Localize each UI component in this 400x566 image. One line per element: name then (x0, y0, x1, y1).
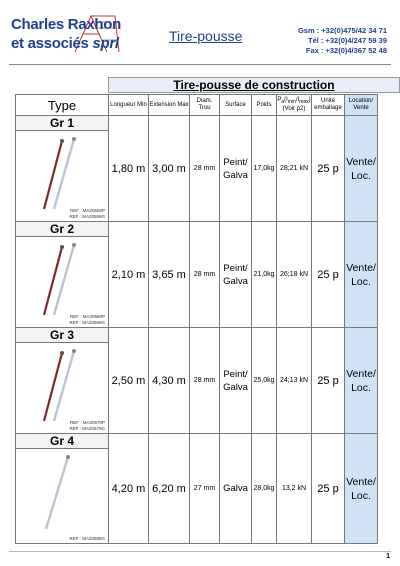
cell-poids: 17,0kg (252, 116, 277, 222)
company-name-line1: Charles Raxhon (11, 16, 121, 33)
cell-p: 24;13 kN (277, 328, 312, 434)
prop-pole-icon (38, 453, 78, 531)
group-label-row (16, 434, 378, 449)
cell-longueur: 4,20 m (109, 434, 149, 544)
product-ref: REF : MA20589G (69, 536, 105, 541)
group-label: Gr 2 (16, 222, 109, 237)
cell-p: 26;18 kN (277, 222, 312, 328)
group-label: Gr 3 (16, 328, 109, 343)
product-table (15, 94, 378, 544)
prop-pole-icon (38, 241, 78, 319)
cell-extension: 4,30 m (149, 328, 190, 434)
col-location: Location/ Vente (345, 95, 378, 116)
group-label-row (16, 116, 378, 131)
prop-pole-icon (38, 135, 78, 213)
col-diam: Diam. Trou (190, 95, 220, 116)
tel-number: Tél : +32(0)4/247 59 39 (307, 36, 387, 45)
cell-unite: 25 p (312, 222, 345, 328)
col-unite: Unité emballage (312, 95, 345, 116)
col-longueur: Longueur Min (109, 95, 149, 116)
col-type: Type (16, 95, 109, 116)
cell-p: 28;21 kN (277, 116, 312, 222)
cell-longueur: 1,80 m (109, 116, 149, 222)
product-image-cell (16, 449, 109, 544)
group-label: Gr 4 (16, 434, 109, 449)
product-sheet (15, 77, 383, 547)
col-surface: Surface (220, 95, 252, 116)
cell-extension: 3,65 m (149, 222, 190, 328)
group-label-row (16, 222, 378, 237)
col-poids: Poids (252, 95, 277, 116)
cell-poids: 28,0kg (252, 434, 277, 544)
header-divider (9, 64, 391, 65)
product-ref: REF : MA20570P REF : MA20579G (69, 420, 105, 431)
sheet-title: Tire-pousse de construction (108, 77, 400, 93)
cell-location: Vente/ Loc. (345, 116, 378, 222)
page-number: 1 (386, 553, 390, 560)
product-image-cell (16, 131, 109, 222)
cell-unite: 25 p (312, 434, 345, 544)
cell-p: 13,2 kN (277, 434, 312, 544)
cell-longueur: 2,50 m (109, 328, 149, 434)
cell-unite: 25 p (312, 328, 345, 434)
cell-unite: 25 p (312, 116, 345, 222)
product-image-cell (16, 237, 109, 328)
cell-surface: Galva (220, 434, 252, 544)
group-label: Gr 1 (16, 116, 109, 131)
product-image-cell (16, 343, 109, 434)
cell-extension: 3,00 m (149, 116, 190, 222)
table-header-row (16, 95, 378, 116)
prop-pole-icon (38, 347, 78, 425)
cell-poids: 21,0kg (252, 222, 277, 328)
cell-diam: 28 mm (190, 328, 220, 434)
cell-location: Vente/ Loc. (345, 222, 378, 328)
col-p: $P_a(I_{min}/I_{max})$ (Voir p2) (277, 95, 312, 116)
contact-info (298, 26, 387, 56)
col-extension: Extension Max (149, 95, 190, 116)
cell-location: Vente/ Loc. (345, 434, 378, 544)
cell-poids: 25,0kg (252, 328, 277, 434)
product-ref: REF : MA20550P REF : MA20559G (69, 208, 105, 219)
cell-surface: Peint/ Galva (220, 116, 252, 222)
cell-surface: Peint/ Galva (220, 222, 252, 328)
cell-surface: Peint/ Galva (220, 328, 252, 434)
cell-diam: 28 mm (190, 116, 220, 222)
header-title: Tire-pousse (169, 28, 243, 44)
cell-location: Vente/ Loc. (345, 328, 378, 434)
company-name-line2: et associés sprl (11, 35, 119, 52)
page-header (9, 6, 391, 64)
gsm-number: Gsm : +32(0)475/42 34 71 (297, 26, 387, 35)
group-label-row (16, 328, 378, 343)
cell-diam: 27 mm (190, 434, 220, 544)
fax-number: Fax : +32(0)4/367 52 48 (305, 46, 387, 55)
product-ref: REF : MA20560P REF : MA20569G (69, 314, 105, 325)
footer-divider (9, 551, 391, 552)
cell-extension: 6,20 m (149, 434, 190, 544)
company-logo (9, 8, 127, 58)
cell-diam: 28 mm (190, 222, 220, 328)
cell-longueur: 2,10 m (109, 222, 149, 328)
